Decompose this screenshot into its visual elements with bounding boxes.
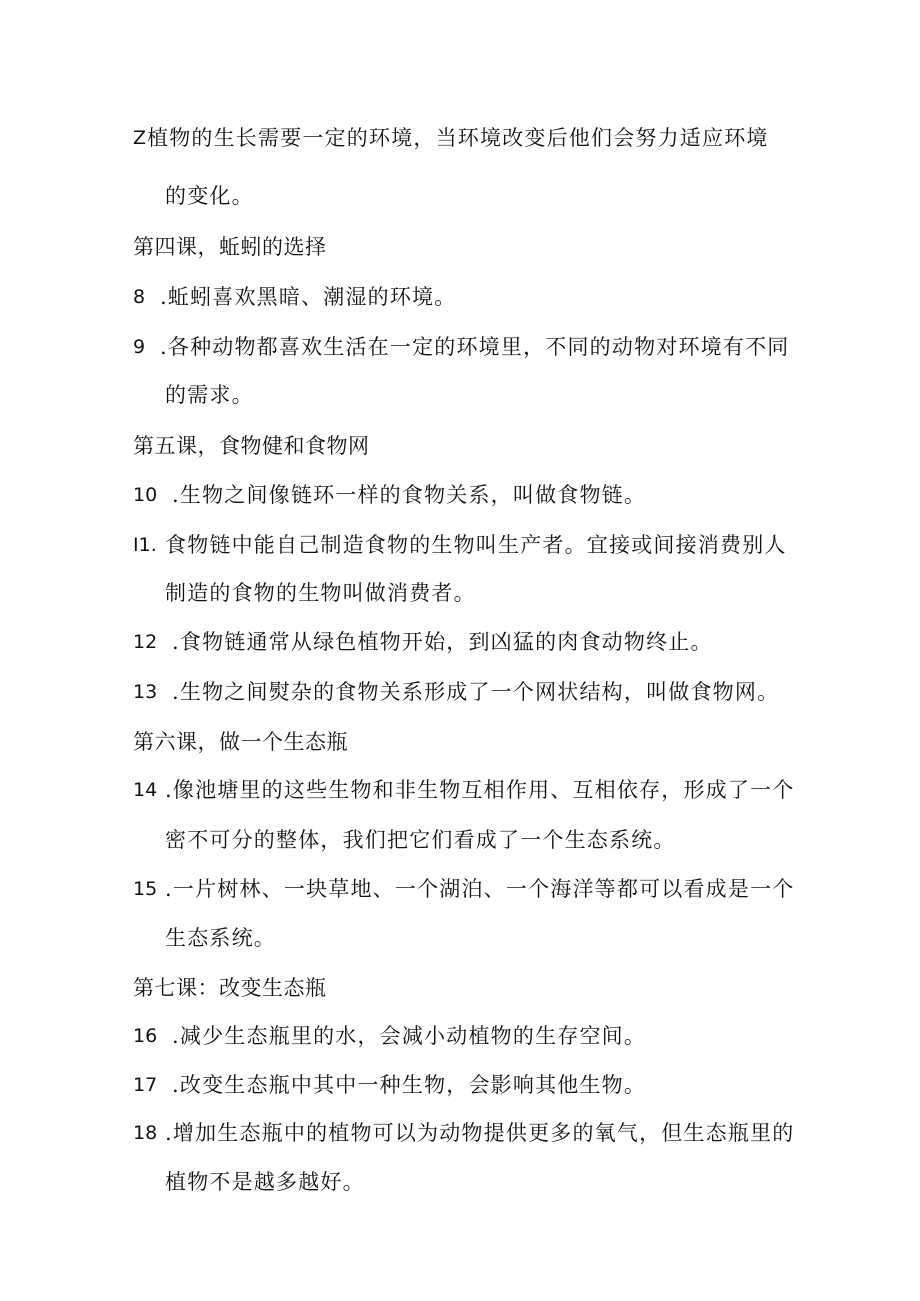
item-number: 8 [133, 286, 146, 308]
heading-text: 第五课，食物健和食物网 [133, 434, 370, 458]
item-text: .一片树林、一块草地、一个湖泊、一个海洋等都可以看成是一个 [165, 877, 795, 901]
item-number: 17 [133, 1074, 158, 1096]
item-number: 18 [133, 1122, 158, 1144]
item-text: .改变生态瓶中其中一种生物，会影响其他生物。 [172, 1073, 647, 1097]
item-text: 的变化。 [165, 184, 254, 208]
item-text: .食物链通常从绿色植物开始，到凶猛的肉食动物终止。 [172, 630, 713, 654]
item-text: 植物的生长需要一定的环境，当环境改变后他们会努力适应环境 [147, 126, 769, 150]
item-text: 的需求。 [165, 383, 254, 407]
item-text: 植物不是越多越好。 [165, 1170, 365, 1194]
item-text: 生态系统。 [165, 926, 276, 950]
item-text: .减少生态瓶里的水，会减小动植物的生存空间。 [172, 1024, 647, 1048]
item-text: .生物之间熨杂的食物关系形成了一个网状结构，叫做食物网。 [172, 680, 780, 704]
item-number: Z [133, 127, 147, 149]
item-text: .增加生态瓶中的植物可以为动物提供更多的氧气，但生态瓶里的 [165, 1121, 795, 1145]
item-text: .像池塘里的这些生物和非生物互相作用、互相依存，形成了一个 [165, 778, 795, 802]
item-number: 12 [133, 631, 158, 653]
item-text: 密不可分的整体，我们把它们看成了一个生态系统。 [165, 828, 676, 852]
item-text: 食物链中能自己制造食物的生物叫生产者。宜接或间接消费别人 [165, 533, 787, 557]
item-text: .各种动物都喜欢生活在一定的环境里，不同的动物对环境有不同 [160, 335, 790, 359]
item-number: 13 [133, 681, 158, 703]
item-number: I1. [133, 534, 157, 556]
heading-text: 第七课：改变生态瓶 [133, 976, 327, 1000]
heading-text: 第六课，做一个生态瓶 [133, 730, 348, 754]
item-number: 10 [133, 484, 158, 506]
heading-text: 第四课，蚯蚓的选择 [133, 235, 327, 259]
item-text: .蚯蚓喜欢黑暗、潮湿的环境。 [160, 285, 457, 309]
item-number: 14 [133, 779, 158, 801]
item-number: 16 [133, 1025, 158, 1047]
item-text: 制造的食物的生物叫做消费者。 [165, 581, 476, 605]
item-number: 15 [133, 878, 158, 900]
item-number: 9 [133, 336, 146, 358]
item-text: .生物之间像链环一样的食物关系，叫做食物链。 [172, 483, 647, 507]
